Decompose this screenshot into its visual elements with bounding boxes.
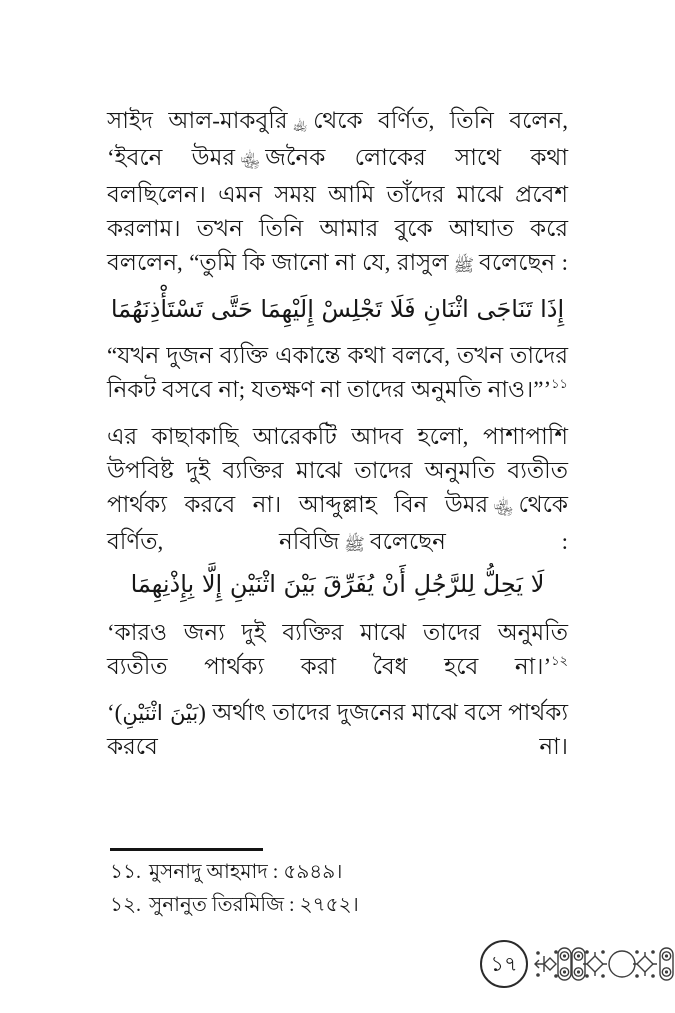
honorific-radiallahu-anhuma-icon: ﵄: [493, 498, 514, 518]
paragraph-text: ‘(: [107, 700, 123, 725]
translation-text: ‘কারও জন্য দুই ব্যক্তির মাঝে তাদের অনুমতি ব্যতীত পার্থক্য করা বৈধ হবে না।’: [107, 620, 568, 679]
page-footer: [478, 936, 675, 990]
paragraph-explanation: [107, 696, 568, 798]
paragraph-text: ) অর্থাৎ তাদের দুজনের মাঝে বসে পার্থক্য করবে না।: [107, 700, 569, 759]
footnote-text: মুসনাদু আহমাদ : ৫৯৪৯।: [148, 861, 343, 883]
honorific-rahimahullah-icon: ﵀: [292, 114, 309, 134]
footnote-text: সুনানুত তিরমিজি : ২৭৫২।: [148, 894, 359, 916]
footnote-divider: [110, 848, 263, 851]
arabic-hadith-2: لَا يَحِلُّ لِلرَّجُلِ أَنْ يُفَرِّقَ بَيْنَ اثْنَيْنِ إِلَّا بِإِذْنِهِمَا: [130, 570, 545, 598]
footnotes-section: [110, 856, 550, 922]
footnote-ref-12: ১২: [551, 653, 568, 668]
paragraph-text: সাইদ আল-মাকবুরি: [107, 108, 288, 133]
arabic-hadith-1: إِذَا تَنَاجَى اثْنَانِ فَلَا تَجْلِسْ إِلَيْهِمَا حَتَّى تَسْتَأْذِنَهُمَا: [110, 295, 565, 323]
paragraph-text: এর কাছাকাছি আরেকটি আদব হলো, পাশাপাশি উপবিষ্ট দুই ব্যক্তির মাঝে তাদের অনুমতি ব্যতীত পার্থক্য করবে না। আব্দুল্লাহ বিন উমর: [107, 424, 568, 517]
footnote-number: ১২.: [110, 894, 141, 916]
paragraph-text: বলেছেন :: [369, 529, 568, 554]
arabic-inline-phrase: بَيْنَ اثْنَيْنِ: [122, 701, 199, 725]
translation-text: “যখন দুজন ব্যক্তি একান্তে কথা বলবে, তখন তাদের নিকট বসবে না; যতক্ষণ না তাদের অনুমতি নাও।”’: [107, 343, 568, 402]
paragraph-text: থেকে বর্ণিত, তিনি বলেন, ‘ইবনে উমর: [107, 108, 568, 170]
page-number-badge: ১৭: [480, 940, 528, 988]
ornament-divider-icon: [534, 942, 674, 986]
honorific-radiallahu-anhuma-icon: ﵄: [240, 151, 261, 171]
honorific-sallallahu-alaihi-wasallam-icon: ﷺ: [344, 535, 365, 555]
paragraph-text: বলেছেন :: [479, 250, 568, 275]
paragraph-narration-1: [107, 104, 568, 317]
paragraph-text: জনৈক লোকের সাথে কথা বলছিলেন। এমন সময় আমি তাঁদের মাঝে প্রবেশ করলাম। তখন তিনি আমার বুকে আঘাত করে বললেন, “তুমি কি জানো না যে, রাসুল: [107, 145, 568, 275]
paragraph-text: থেকে বর্ণিত, নবিজি: [107, 492, 568, 554]
honorific-sallallahu-alaihi-wasallam-icon: ﷺ: [453, 256, 475, 276]
footnote-12: [110, 889, 550, 922]
footnote-number: ১১.: [110, 861, 141, 883]
footnote-ref-11: ১১: [551, 376, 568, 391]
footnote-11: [110, 856, 550, 889]
